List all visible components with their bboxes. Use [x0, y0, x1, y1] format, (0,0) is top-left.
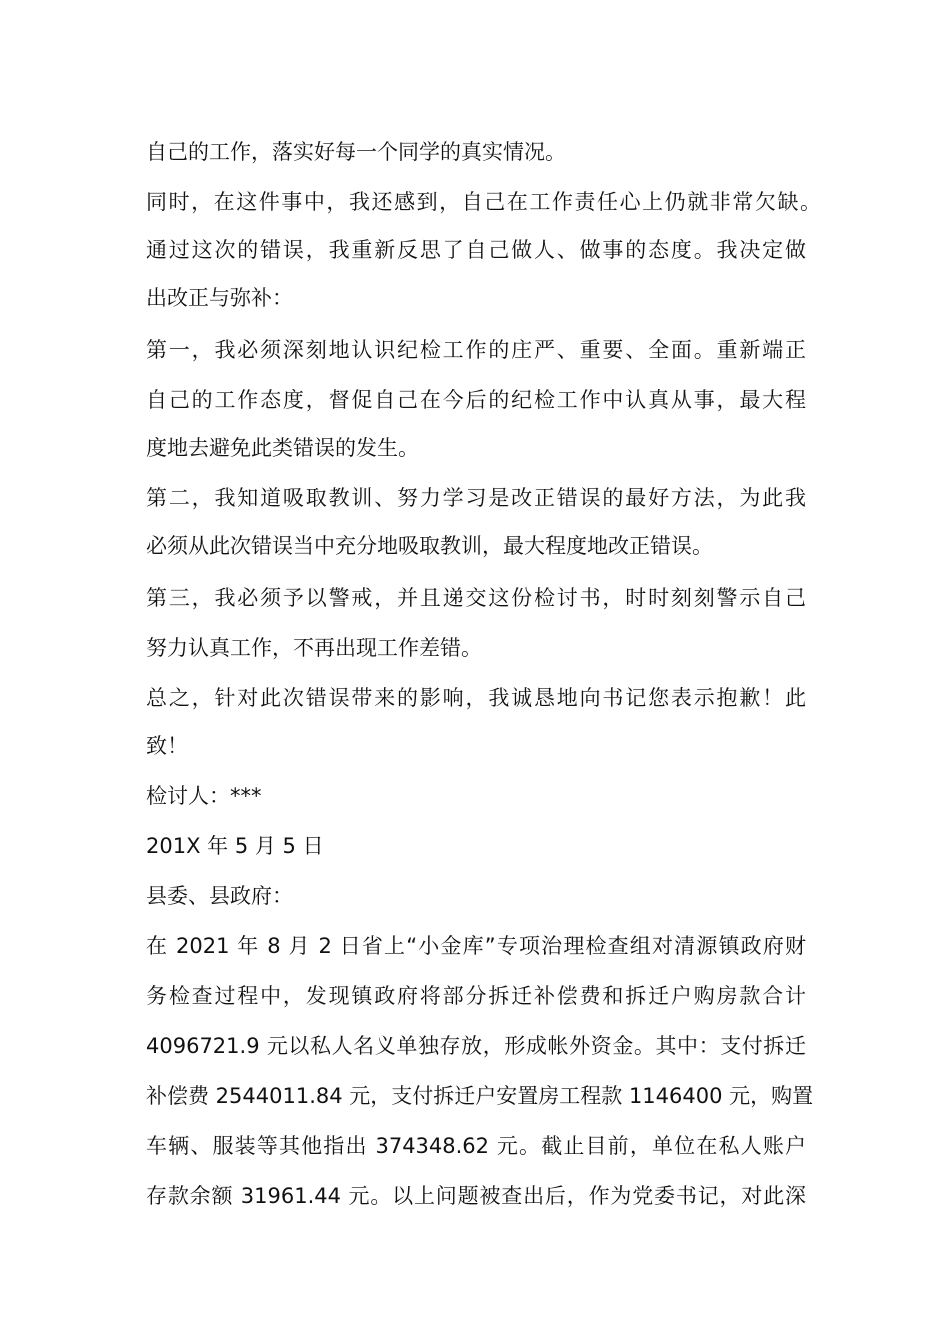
text-line: 总之，针对此次错误带来的影响，我诚恳地向书记您表示抱歉！此: [146, 686, 806, 710]
text-line: 必须从此次错误当中充分地吸取教训，最大程度地改正错误。: [146, 534, 713, 558]
text-line: 同时，在这件事中，我还感到，自己在工作责任心上仍就非常欠缺。: [146, 190, 821, 214]
text-line: 务检查过程中，发现镇政府将部分拆迁补偿费和拆迁户购房款合计: [146, 984, 806, 1008]
text-line: 努力认真工作，不再出现工作差错。: [146, 636, 482, 660]
text-line: 通过这次的错误，我重新反思了自己做人、做事的态度。我决定做: [146, 238, 806, 262]
text-line: 自己的工作，落实好每一个同学的真实情况。: [146, 140, 566, 164]
text-line: 致！: [146, 734, 188, 758]
text-line: 第三，我必须予以警戒，并且递交这份检讨书，时时刻刻警示自己: [146, 586, 806, 610]
text-line: 存款余额 31961.44 元。以上问题被查出后，作为党委书记，对此深: [146, 1184, 806, 1208]
addressee-line: 县委、县政府：: [146, 884, 293, 908]
text-line: 车辆、服装等其他指出 374348.62 元。截止目前，单位在私人账户: [146, 1134, 806, 1158]
text-line: 第二，我知道吸取教训、努力学习是改正错误的最好方法，为此我: [146, 486, 806, 510]
text-line: 度地去避免此类错误的发生。: [146, 436, 419, 460]
text-line: 在 2021 年 8 月 2 日省上“小金库”专项治理检查组对清源镇政府财: [146, 934, 806, 958]
signature-line: 检讨人：***: [146, 784, 262, 808]
text-line: 出改正与弥补：: [146, 286, 293, 310]
text-line: 第一，我必须深刻地认识纪检工作的庄严、重要、全面。重新端正: [146, 338, 806, 362]
text-line: 补偿费 2544011.84 元，支付拆迁户安置房工程款 1146400 元，购置: [146, 1084, 814, 1108]
text-line: 自己的工作态度，督促自己在今后的纪检工作中认真从事，最大程: [146, 388, 806, 412]
text-line: 4096721.9 元以私人名义单独存放，形成帐外资金。其中：支付拆迁: [146, 1034, 806, 1058]
date-line: 201X 年 5 月 5 日: [146, 834, 324, 858]
